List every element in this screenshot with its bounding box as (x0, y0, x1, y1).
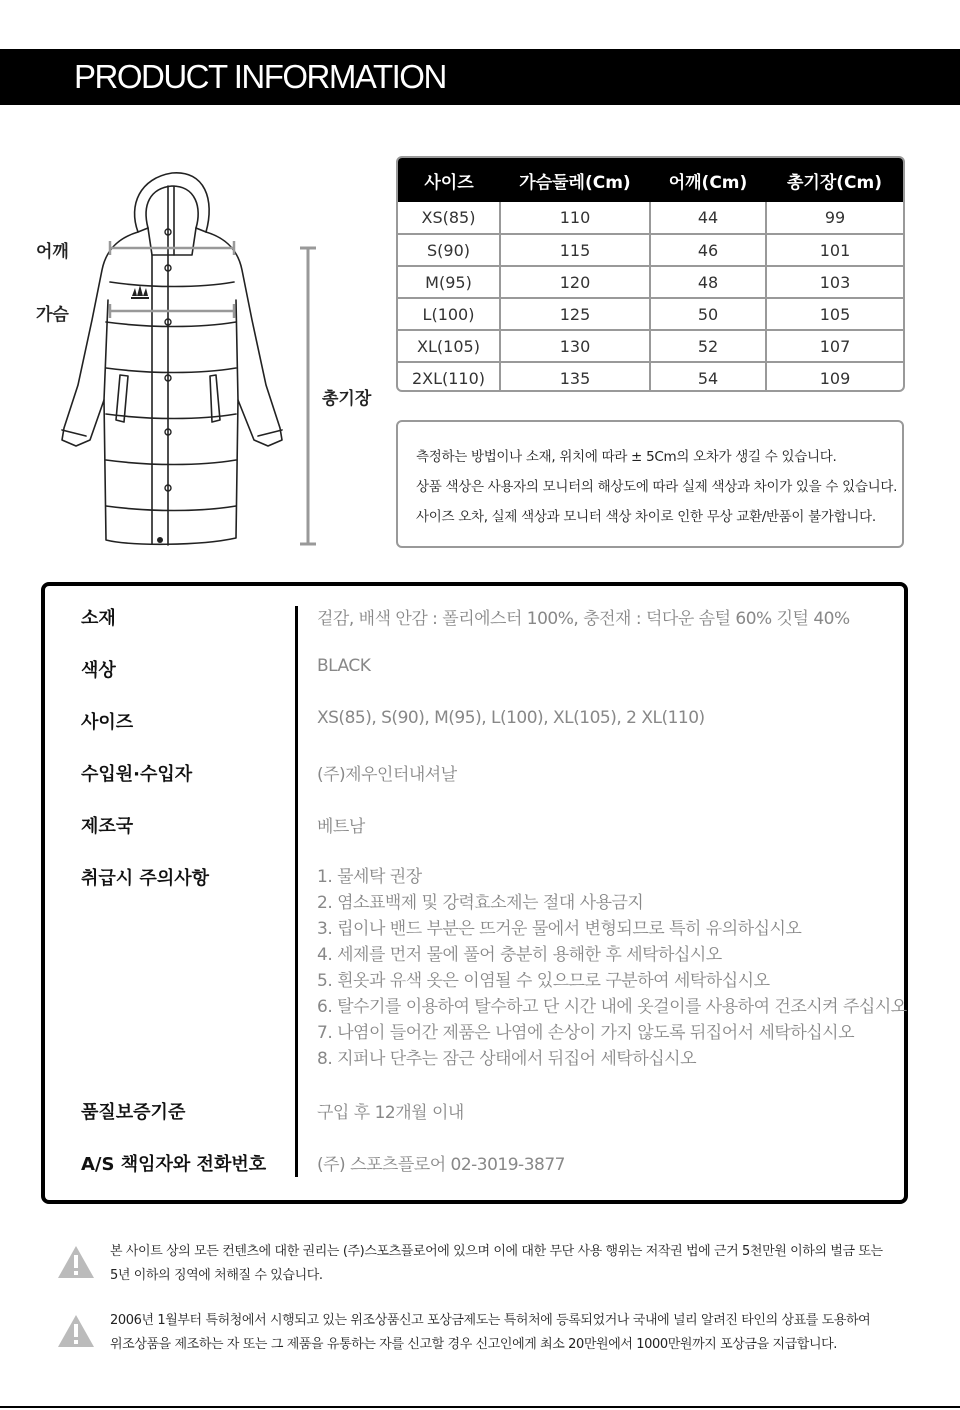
table-cell: 99 (824, 208, 846, 227)
reward-line: 2006년 1월부터 특허청에서 시행되고 있는 위조상품신고 포상금제도는 특허처에 등록되었거나 국내에 널리 알려진 타인의 상표를 도용하여 (110, 1313, 871, 1328)
page-title: PRODUCT INFORMATION (74, 58, 446, 95)
importer-value: (주)제우인터내셔날 (317, 765, 457, 785)
table-cell: XL(105) (398, 330, 500, 362)
size-table-header (398, 158, 903, 202)
care-label: 취급시 주의사항 (81, 868, 209, 889)
list-item: 2. 염소표백제 및 강력효소제는 절대 사용금지 (317, 893, 644, 913)
length-label: 총기장 (322, 389, 372, 409)
list-item: 6. 탈수기를 이용하여 탈수하고 단 시간 내에 옷걸이를 사용하여 건조시켜 주십시오 (317, 997, 907, 1017)
table-cell: M(95) (398, 266, 500, 298)
table-cell: 48 (650, 266, 766, 298)
table-cell: 44 (650, 202, 766, 234)
copyright-line: 본 사이트 상의 모든 컨텐츠에 대한 권리는 (주)스포츠플로어에 있으며 이에 대한 무단 사용 행위는 저작권 법에 근거 5천만원 이하의 벌금 또는 (110, 1244, 883, 1259)
table-cell: 2XL(110) (398, 362, 500, 392)
table-cell: 103 (766, 266, 903, 298)
warranty-value: 구입 후 12개월 이내 (317, 1103, 464, 1123)
warning-icon (56, 1313, 96, 1349)
table-cell: 135 (500, 362, 650, 392)
as-value: (주) 스포츠플로어 02-3019-3877 (317, 1155, 565, 1175)
material-value: 겉감, 배색 안감 : 폴리에스터 100%, 충전재 : 덕다운 솜털 60% 깃털 40% (317, 609, 850, 629)
table-row (398, 330, 903, 362)
importer-label: 수입원·수입자 (81, 764, 193, 785)
size-value: XS(85), S(90), M(95), L(100), XL(105), 2 XL(110) (317, 708, 705, 728)
header-length: 총기장(Cm) (766, 158, 903, 202)
list-item: 5. 흰옷과 유색 옷은 이염될 수 있으므로 구분하여 세탁하십시오 (317, 971, 770, 991)
logo-mark (131, 285, 149, 299)
table-cell: L(100) (398, 298, 500, 330)
warranty-label: 품질보증기준 (81, 1102, 186, 1123)
warning-icon (56, 1244, 96, 1280)
chest-label: 가슴 (36, 305, 69, 325)
table-cell: 46 (650, 234, 766, 266)
table-row (398, 298, 903, 330)
table-cell: 120 (500, 266, 650, 298)
care-list (317, 864, 907, 1072)
list-item: 3. 립이나 밴드 부분은 뜨거운 물에서 변형되므로 특히 유의하십시오 (317, 919, 802, 939)
jacket-diagram (0, 160, 390, 560)
table-cell: 110 (500, 202, 650, 234)
as-label: A/S 책임자와 전화번호 (81, 1154, 267, 1175)
header-chest: 가슴둘레(Cm) (500, 158, 650, 202)
color-value: BLACK (317, 656, 371, 676)
table-cell: S(90) (398, 234, 500, 266)
table-row (398, 202, 903, 234)
color-label: 색상 (81, 660, 116, 681)
header-size: 사이즈 (398, 158, 500, 202)
table-cell: 101 (766, 234, 903, 266)
product-info-box (41, 582, 908, 1204)
table-row (398, 266, 903, 298)
origin-value: 베트남 (317, 817, 365, 837)
size-label: 사이즈 (81, 712, 134, 733)
list-item: 7. 나염이 들어간 제품은 나염에 손상이 가지 않도록 뒤집어서 세탁하십시오 (317, 1023, 855, 1043)
origin-label: 제조국 (81, 816, 134, 837)
header-shoulder: 어깨(Cm) (650, 158, 766, 202)
table-cell: 107 (766, 330, 903, 362)
table-cell: 125 (500, 298, 650, 330)
info-divider (295, 606, 298, 1177)
table-cell: 109 (766, 362, 903, 392)
copyright-line: 5년 이하의 징역에 처해질 수 있습니다. (110, 1268, 323, 1283)
table-row (398, 234, 903, 266)
jacket-illustration (0, 160, 390, 560)
table-cell: 52 (650, 330, 766, 362)
measurement-notice (396, 420, 904, 548)
table-cell: 115 (500, 234, 650, 266)
notice-line: 측정하는 방법이나 소재, 위치에 따라 ± 5Cm의 오차가 생길 수 있습니다. (416, 449, 837, 465)
material-label: 소재 (81, 608, 116, 629)
table-cell: 105 (766, 298, 903, 330)
list-item: 1. 물세탁 권장 (317, 867, 422, 887)
header-bar (0, 49, 960, 105)
size-table (396, 156, 905, 392)
bottom-divider (0, 1406, 960, 1408)
list-item: 8. 지퍼나 단추는 잠근 상태에서 뒤집어 세탁하십시오 (317, 1049, 697, 1069)
notice-line: 상품 색상은 사용자의 모니터의 해상도에 따라 실제 색상과 차이가 있을 수 있습니다. (416, 479, 898, 495)
table-row (398, 362, 903, 392)
table-cell: 54 (650, 362, 766, 392)
table-cell: 130 (500, 330, 650, 362)
table-cell: 50 (650, 298, 766, 330)
reward-line: 위조상품을 제조하는 자 또는 그 제품을 유통하는 자를 신고할 경우 신고인에게 최소 20만원에서 1000만원까지 포상금을 지급합니다. (110, 1337, 838, 1352)
list-item: 4. 세제를 먼저 물에 풀어 충분히 용해한 후 세탁하십시오 (317, 945, 722, 965)
notice-line: 사이즈 오차, 실제 색상과 모니터 색상 차이로 인한 무상 교환/반품이 불가합니다. (416, 509, 876, 525)
shoulder-label: 어깨 (36, 242, 69, 262)
table-cell: XS(85) (398, 202, 500, 234)
